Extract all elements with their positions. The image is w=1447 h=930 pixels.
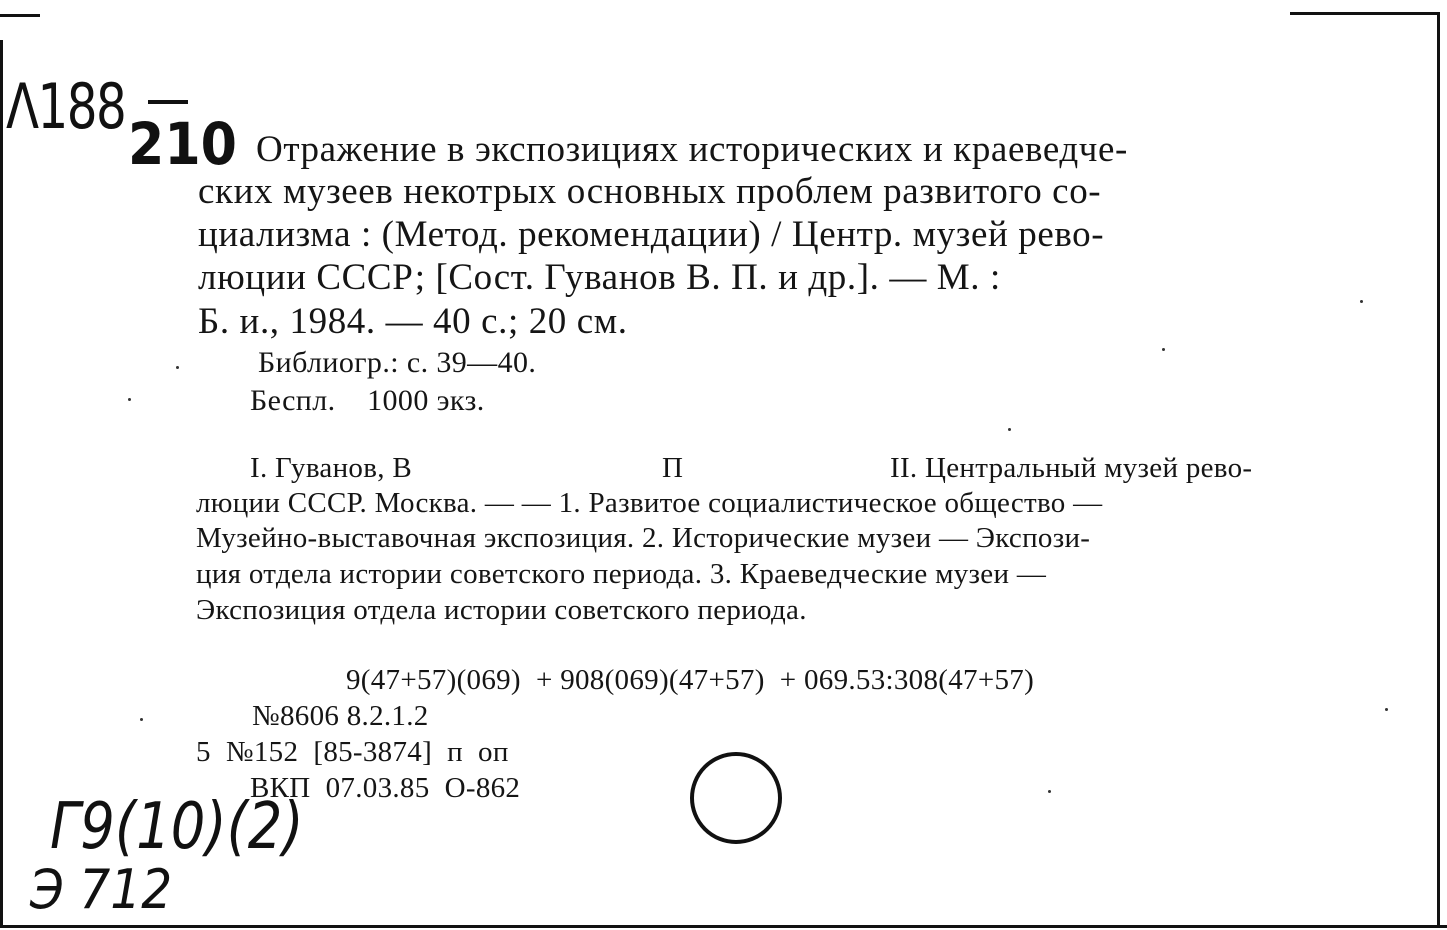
handwritten-shelf-mark: Λ188: [6, 70, 126, 143]
card-border-left: [0, 40, 3, 928]
title-line-2: ских музеев некотрых основных проблем развитого со-: [198, 171, 1102, 212]
tracing-author: I. Гуванов, В: [250, 452, 412, 484]
scan-speck: [1360, 300, 1363, 303]
handwritten-shelf-number: 210: [128, 110, 237, 178]
card-border-right: [1437, 12, 1440, 928]
tracing-line-2: люции СССР. Москва. — — 1. Развитое социалистическое общество —: [196, 487, 1103, 519]
handwritten-inventory-note: Э 712: [30, 858, 173, 921]
title-line-4: люции СССР; [Сост. Гуванов В. П. и др.]. — М. :: [198, 257, 1001, 298]
stamp-circle: [690, 752, 782, 844]
card-number: №8606 8.2.1.2: [252, 700, 429, 732]
title-line-1: Отражение в экспозициях исторических и краеведче-: [256, 129, 1128, 170]
tracing-line-5: Экспозиция отдела истории советского периода.: [196, 594, 807, 626]
bibliography-note: Библиогр.: с. 39—40.: [258, 346, 537, 379]
title-line-3: циализма : (Метод. рекомендации) / Центр. музей рево-: [198, 214, 1105, 255]
handwritten-overline: [148, 100, 188, 104]
card-border-top-left: [0, 14, 40, 17]
scan-speck: [1385, 708, 1388, 711]
scan-speck: [128, 398, 131, 401]
scan-speck: [1162, 348, 1165, 351]
card-border-top-right: [1290, 12, 1440, 15]
title-line-5: Б. и., 1984. — 40 с.; 20 см.: [198, 301, 628, 342]
tracing-line-4: ция отдела истории советского периода. 3. Краеведческие музеи —: [196, 558, 1047, 590]
scan-speck: [176, 366, 179, 369]
tracing-initial: П: [662, 452, 684, 484]
classification-index: 9(47+57)(069) + 908(069)(47+57) + 069.53:308(47+57): [346, 664, 1035, 696]
scan-speck: [1008, 428, 1011, 431]
scan-speck: [1048, 790, 1051, 793]
card-border-bottom: [0, 925, 1447, 928]
order-number: 5 №152 [85-3874] п оп: [196, 736, 509, 768]
scan-speck: [140, 718, 143, 721]
tracing-corporate: II. Центральный музей рево-: [890, 452, 1253, 484]
handwritten-classification-note: Г9(10)(2): [50, 790, 304, 864]
price-edition: Беспл. 1000 экз.: [250, 384, 485, 417]
tracing-line-3: Музейно-выставочная экспозиция. 2. Исторические музеи — Экспози-: [196, 522, 1091, 554]
vkp-code: ВКП 07.03.85 О-862: [250, 772, 521, 804]
